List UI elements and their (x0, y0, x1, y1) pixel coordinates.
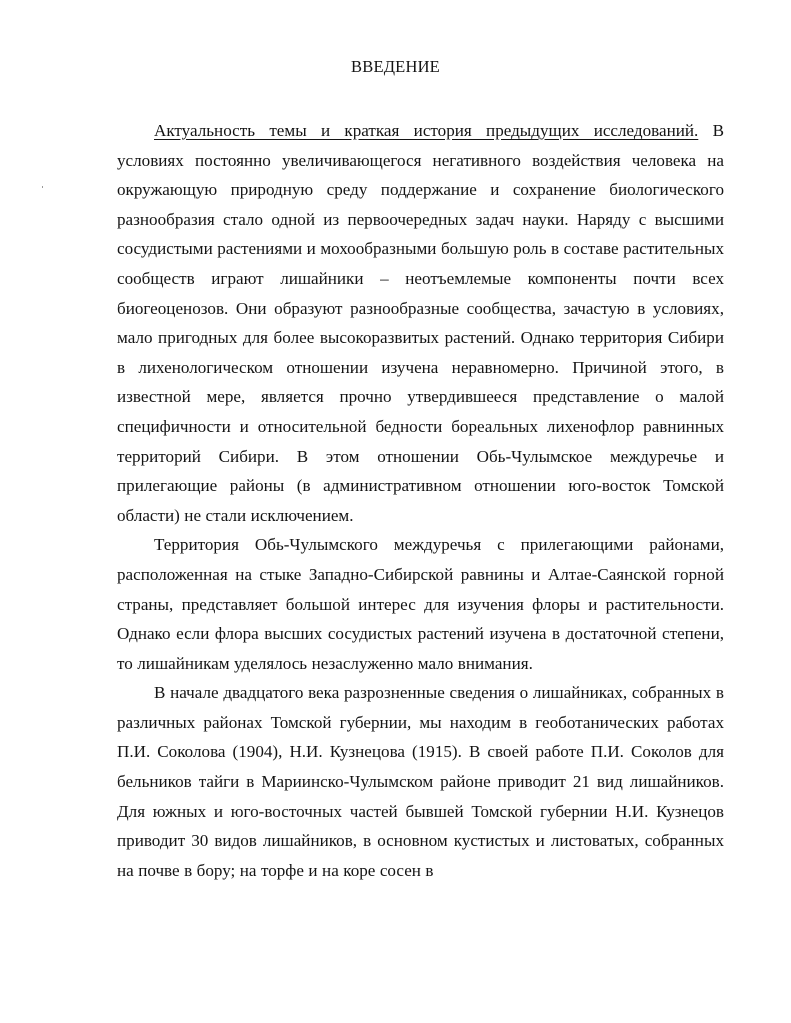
scan-speck (42, 186, 43, 188)
paragraph-2 (117, 530, 724, 678)
paragraph-1-lead: Актуальность темы и краткая история предыдущих исследований. (154, 121, 699, 140)
paragraph-2-text: Территория Обь-Чулымского междуречья с прилегающими районами, расположенная на стыке Западно-Сибирской равнины и Алтае-Саянской горной страны, представляет большой интерес для изучения флоры и растительности. Однако если флора высших сосудистых растений изучена в достаточной степени, то лишайникам уделялось незаслуженно мало внимания. (117, 535, 724, 673)
paragraph-3 (117, 678, 724, 885)
body-text (117, 116, 724, 885)
paragraph-3-text: В начале двадцатого века разрозненные сведения о лишайниках, собранных в различных районах Томской губернии, мы находим в геоботанических работах П.И. Соколова (1904), Н.И. Кузнецова (1915). В своей работе П.И. Соколов для бельников тайги в Мариинско-Чулымском районе приводит 21 вид лишайников. Для южных и юго-восточных частей бывшей Томской губернии Н.И. Кузнецов приводит 30 видов лишайников, в основном кустистых и листоватых, собранных на почве в бору; на торфе и на коре сосен в (117, 683, 724, 880)
paragraph-1 (117, 116, 724, 530)
section-heading: ВВЕДЕНИЕ (351, 57, 440, 76)
paragraph-1-text: В условиях постоянно увеличивающегося негативного воздействия человека на окружающую природную среду поддержание и сохранение биологического разнообразия стало одной из первоочередных задач науки. Наряду с высшими сосудистыми растениями и мохообразными большую роль в составе растительных сообществ играют лишайники – неотъемлемые компоненты почти всех биогеоценозов. Они образуют разнообразные сообщества, зачастую в условиях, мало пригодных для более высокоразвитых растений. Однако территория Сибири в лихенологическом отношении изучена неравномерно. Причиной этого, в известной мере, является прочно утвердившееся представление о малой специфичности и относительной бедности бореальных лихенофлор равнинных территорий Сибири. В этом отношении Обь-Чулымское междуречье и прилегающие районы (в административном отношении юго-восток Томской области) не стали исключением. (117, 121, 724, 525)
